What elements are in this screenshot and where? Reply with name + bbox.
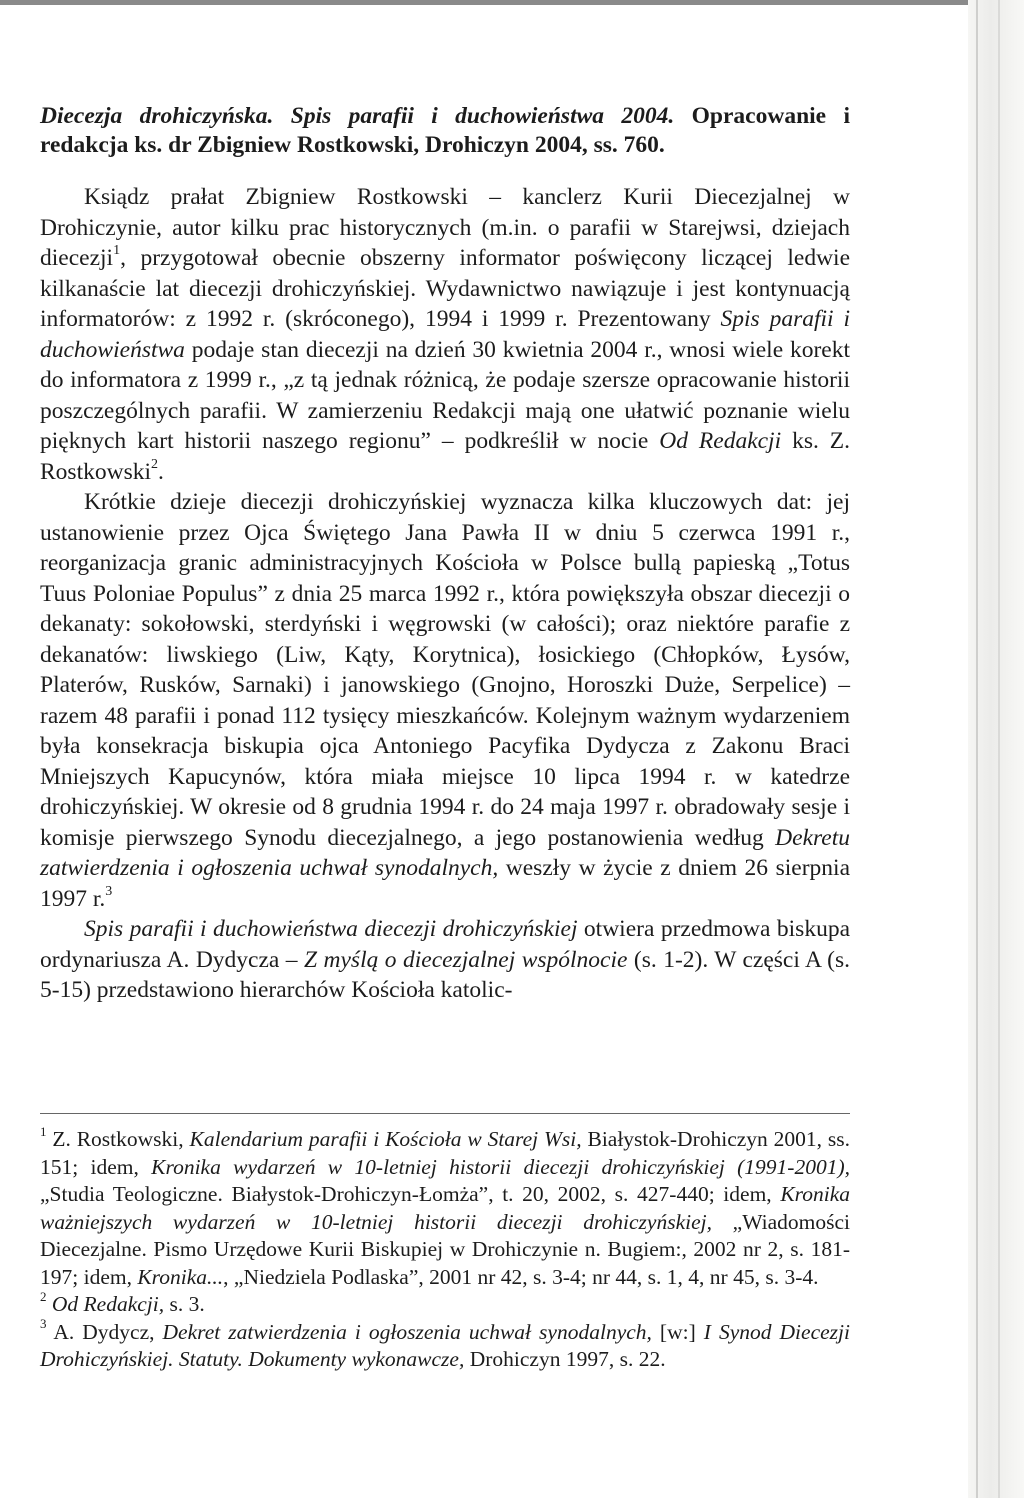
bleed-through-header <box>230 70 240 97</box>
paragraph-2: Krótkie dzieje diecezji drohiczyńskiej wyznacza kilka kluczowych dat: jej ustanowienie przez Ojca Świętego Jana Pawła II w dniu 5 czerwca 1991 r., reorganizacja granic administracyjnych Kościoła w Polsce bullą papieską „Totus Tuus Poloniae Populus” z dnia 25 marca 1992 r., która powiększyła obszar diecezji o dekanaty: sokołowski, sterdyński i węgrowski (w całości); oraz niektóre parafie z dekanatów: liwskiego (Liw, Kąty, Korytnica), łosickiego (Chłopków, Łysów, Platerów, Rusków, Sarnaki) i janowskiego (Gnojno, Horoszki Duże, Serpelice) – razem 48 parafii i ponad 112 tysięcy mieszkańców. Kolejnym ważnym wydarzeniem była konsekracja biskupia ojca Antoniego Pacyfika Dydycza z Zakonu Braci Mniejszych Kapucynów, która miała miejsce 10 lipca 1994 r. w katedrze drohiczyńskiej. W okresie od 8 grudnia 1994 r. do 24 maja 1997 r. obradowały sesje i komisje pierwszego Synodu diecezjalnego, a jego postanowienia według Dekretu zatwierdzenia i ogłoszenia uchwał synodalnych, weszły w życie z dniem 26 sierpnia 1997 r.$^3$ <box>40 489 851 912</box>
footnote-ref-2[interactable]: 2 <box>151 456 158 472</box>
book-spine-edge <box>968 0 1024 1498</box>
page-top-edge <box>0 0 1024 5</box>
footnote-separator <box>40 1113 850 1114</box>
main-text <box>40 102 850 1006</box>
footnote-ref-1[interactable]: 1 <box>113 243 121 259</box>
footnote-1: $^1$ Z. Rostkowski, Kalendarium parafii i Kościoła w Starej Wsi, Białystok-Drohiczyn 2001, ss. 151; idem, Kronika wydarzeń w 10-letniej historii diecezji drohiczyńskiej (1991-2001), „Studia Teologiczne. Białystok-Drohiczyn-Łomża”, t. 20, 2002, s. 427-440; idem, Kronika ważniejszych wydarzeń w 10-letniej historii diecezji drohiczyńskiej, „Wiadomości Diecezjalne. Pismo Urzędowe Kurii Biskupiej w Drohiczynie n. Bugiem:, 2002 nr 2, s. 181-197; idem, Kronika..., „Niedziela Podlaska”, 2001 nr 42, s. 3-4; nr 44, s. 1, 4, nr 45, s. 3-4. <box>40 1123 851 1289</box>
review-body <box>40 182 850 1006</box>
footnote-2: $^2$ Od Redakcji, s. 3. <box>40 1288 205 1316</box>
footnote-ref-3[interactable]: 3 <box>105 883 113 899</box>
book-title: Diecezja drohiczyńska. Spis parafii i duchowieństwa 2004. <box>40 103 675 129</box>
footnote-3: $^3$ A. Dydycz, Dekret zatwierdzenia i ogłoszenia uchwał synodalnych, [w:] I Synod Diecezji Drohiczyńskiej. Statuty. Dokumenty wykonawcze, Drohiczyn 1997, s. 22. <box>40 1316 850 1371</box>
review-title <box>40 102 850 160</box>
book-details: Opracowanie i redakcja ks. dr Zbigniew Rostkowski, Drohiczyn 2004, ss. 760. <box>40 103 851 158</box>
paragraph-1: Ksiądz prałat Zbigniew Rostkowski – kanclerz Kurii Diecezjalnej w Drohiczynie, autor kilku prac historycznych (m.in. o parafii w Starejwsi, dziejach diecezji$^1$, przygotował obecnie obszerny informator poświęcony liczącej ledwie kilkanaście lat diecezji drohiczyńskiej. Wydawnictwo nawiązuje i jest kontynuacją informatorów: z 1992 r. (skróconego), 1994 i 1999 r. Prezentowany Spis parafii i duchowieństwa podaje stan diecezji na dzień 30 kwietnia 2004 r., wnosi wiele korekt do informatora z 1999 r., „z tą jednak różnicą, że podaje szersze opracowanie historii poszczególnych parafii. W zamierzeniu Redakcji mają one ułatwić poznanie wielu pięknych kart historii naszego regionu” – podkreślił w nocie Od Redakcji ks. Z. Rostkowski$^2$. <box>40 184 851 485</box>
paragraph-3: Spis parafii i duchowieństwa diecezji drohiczyńskiej otwiera przedmowa biskupa ordynariusza A. Dydycza – Z myślą o diecezjalnej wspólnocie (s. 1-2). W części A (s. 5-15) przedstawiono hierarchów Kościoła katolic- <box>40 916 851 1003</box>
footnotes <box>40 1123 851 1374</box>
